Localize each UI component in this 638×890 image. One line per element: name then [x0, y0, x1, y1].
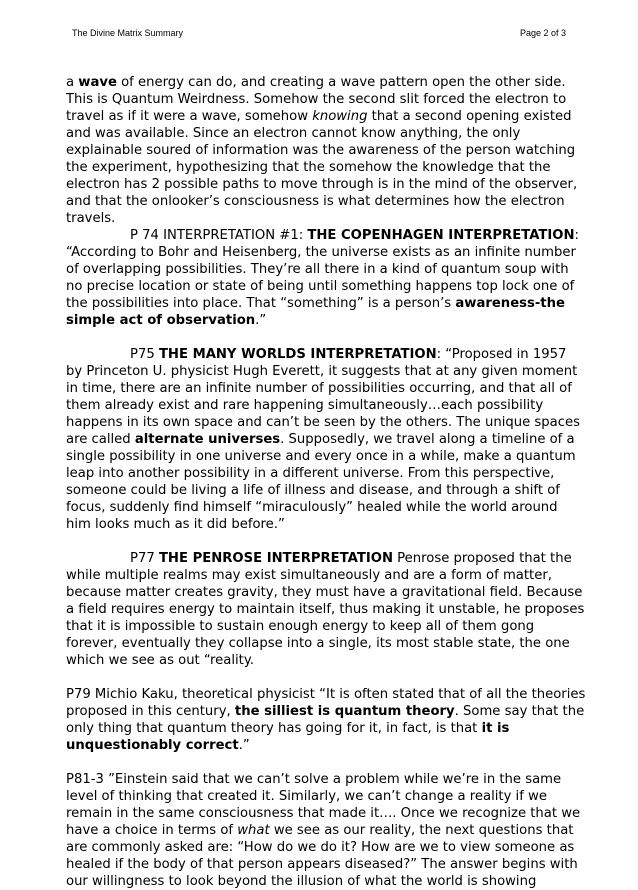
- bold-text: it is unquestionably correct: [66, 721, 510, 753]
- bold-text: awareness-the simple act of observation: [66, 296, 565, 328]
- header-title: The Divine Matrix Summary: [72, 28, 184, 38]
- bold-text: wave: [78, 75, 117, 90]
- document-body: [66, 74, 586, 890]
- italic-text: what: [237, 823, 270, 838]
- paragraph-many-worlds: P75 THE MANY WORLDS INTERPRETATION: “Proposed in 1957 by Princeton U. physicist Hugh Everett, it suggests that at any given moment in time, there are an infinite number of possibilities occurring, and that all of them already exist and rare happening simultaneously…each possibility happens in its own space and can’t be seen by the others. The unique spaces are called alternate universes. Supposedly, we travel along a timeline of a single possibility in one universe and every once in a while, make a quantum leap into another possibility in a different universe. From this perspective, someone could be living a life of illness and disease, and through a shift of focus, suddenly find himself “miraculously” healed while the world around him looks much as it did before.”: [66, 347, 580, 532]
- bold-text: alternate universes: [134, 432, 281, 447]
- paragraph-penrose: P77 THE PENROSE INTERPRETATION Penrose proposed that the while multiple realms may exist simultaneously and are a form of matter, because matter creates gravity, they must have a gravitational field. Because a field requires energy to maintain itself, thus making it unstable, he proposes that it is impossible to sustain enough energy to keep all of them gong forever, eventually they collapse into a single, its most stable state, the one which we see as out “reality.: [66, 551, 585, 668]
- bold-text: THE COPENHAGEN INTERPRETATION: [307, 228, 575, 243]
- italic-text: knowing: [312, 109, 368, 124]
- bold-text: THE PENROSE INTERPRETATION: [158, 551, 393, 566]
- header-page-number: Page 2 of 3: [519, 28, 566, 38]
- paragraph-einstein: P81-3 ”Einstein said that we can’t solve a problem while we’re in the same level of thinking that created it. Similarly, we can’t change a reality if we remain in the same consciousness that made it…. Once we recognize that we have a choice in terms of what we see as our reality, the next questions that are commonly asked are: “How do we do it? How are we to view someone as healed if the body of that person appears diseased?” The answer begins with our willingness to look beyond the illusion of what the world is showing: [66, 772, 581, 889]
- bold-text: the silliest is quantum theory: [234, 704, 455, 719]
- bold-text: THE MANY WORLDS INTERPRETATION: [158, 347, 437, 362]
- paragraph-copenhagen: P 74 INTERPRETATION #1: THE COPENHAGEN INTERPRETATION: “According to Bohr and Heisenberg, the universe exists as an infinite number of overlapping possibilities. They’re all there in a kind of quantum soup with no precise location or state of being until something happens top lock one of the possibilities into place. That “something” is a person’s awareness-the simple act of observation.”: [66, 228, 579, 328]
- paragraph-kaku: P79 Michio Kaku, theoretical physicist “It is often stated that of all the theories proposed in this century, the silliest is quantum theory. Some say that the only thing that quantum theory has going for it, in fact, is that it is unquestionably correct.”: [66, 687, 586, 753]
- paragraph-wave: a wave of energy can do, and creating a wave pattern open the other side. This is Quantum Weirdness. Somehow the second slit forced the electron to travel as if it were a wave, somehow knowing that a second opening existed and was available. Since an electron cannot know anything, the only explainable soured of information was the awareness of the person watching the experiment, hypothesizing that the somehow the knowledge that the electron has 2 possible paths to move through is in the mind of the observer, and that the onlooker’s consciousness is what determines how the electron travels.: [66, 75, 578, 226]
